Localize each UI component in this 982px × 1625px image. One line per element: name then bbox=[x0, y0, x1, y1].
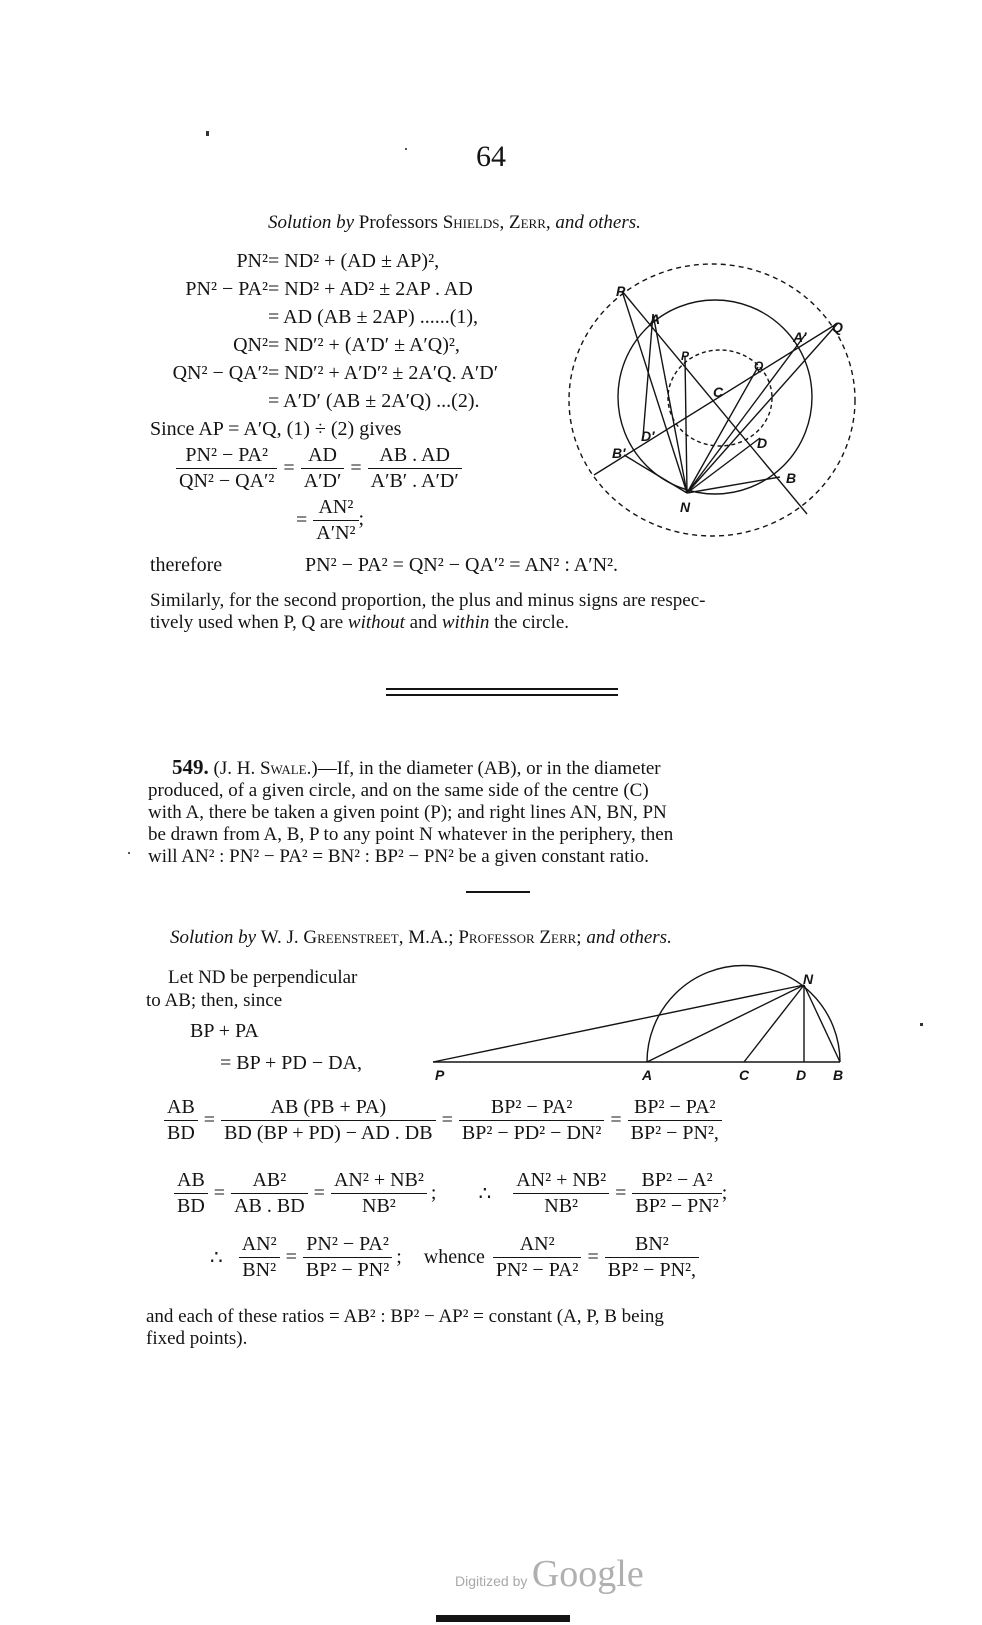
equation-rhs: = ND² + AD² ± 2AP . AD bbox=[268, 278, 473, 300]
line-b-prime-n bbox=[624, 455, 687, 493]
label-d: D bbox=[796, 1067, 807, 1083]
figure-semicircle-construction bbox=[420, 955, 850, 1085]
problem-number: 549. bbox=[172, 755, 209, 779]
label-d-prime: D′ bbox=[641, 428, 655, 444]
equation-rhs: = ND′² + (A′D′ ± A′Q)², bbox=[268, 334, 460, 356]
fraction: $\frac{\text{AN² + NB²}}{\text{NB²}}$ bbox=[331, 1169, 427, 1218]
therefore-symbol: ∴ bbox=[478, 1183, 492, 1205]
line-p-small-n bbox=[685, 356, 687, 493]
fraction: $\frac{AB (PB + PA)}{BD (BP + PD) - AD . DB}$ bbox=[221, 1096, 436, 1145]
solution1-heading bbox=[268, 212, 641, 234]
ink-speck bbox=[128, 852, 130, 854]
fraction: $\frac{\text{BN²}}{\text{BP² − PN²,}}$ bbox=[605, 1233, 699, 1282]
whence-word: whence bbox=[423, 1246, 485, 1268]
figure-circle-construction bbox=[560, 258, 860, 548]
equation-b: $\frac{AB}{BD}$ = $\frac{\text{AB²}}{AB . BD}$ = $\frac{\text{AN² + NB²}}{\text{NB²}}$ ; ∴ $\frac{\text{AN² + NB²}}{\text{NB²}}$ = $\frac{\text{BP² − A²}}{\text{BP² − PN²}}$ ; bbox=[174, 1169, 727, 1218]
solution-by-label: Solution by bbox=[170, 927, 257, 948]
solution-author-1: W. J. Greenstreet, M.A.; bbox=[260, 927, 454, 948]
fraction: $\frac{AB . AD}{A'B' . A'D'}$ bbox=[368, 444, 462, 493]
fraction: $\frac{\text{PN² − PA²}}{\text{BP² − PN²}}$ bbox=[303, 1233, 392, 1282]
line-q-n bbox=[687, 323, 838, 493]
solution-by-label: Solution by bbox=[268, 212, 355, 233]
problem-author: (J. H. Swale.) bbox=[213, 758, 318, 779]
line-d-n bbox=[687, 438, 760, 493]
therefore-equation: PN² − PA² = QN² − QA′² = AN² : A′N². bbox=[305, 554, 619, 576]
short-separator bbox=[466, 891, 530, 893]
since-line: Since AP = A′Q, (1) ÷ (2) gives bbox=[150, 418, 402, 440]
final-paragraph: and each of these ratios = AB² : BP² − AP² = constant (A, P, B being fixed points). bbox=[146, 1306, 664, 1349]
label-a: A bbox=[642, 1067, 653, 1083]
fraction: $\frac{AB}{BD}$ bbox=[164, 1096, 198, 1145]
equation-line-6 bbox=[0, 390, 479, 413]
label-d: D bbox=[757, 435, 768, 451]
line-b-n bbox=[687, 477, 780, 493]
solution-and-others: and others. bbox=[555, 212, 641, 233]
section-separator-top bbox=[386, 688, 618, 690]
equation-lhs: PN² − PA² bbox=[185, 278, 268, 300]
equation-line-4 bbox=[0, 334, 460, 357]
line-a-n bbox=[647, 985, 804, 1062]
equation-rhs: = ND² + (AD ± AP)², bbox=[268, 250, 440, 272]
equation-line-3 bbox=[0, 306, 478, 329]
label-n: N bbox=[803, 971, 814, 987]
fraction: $\frac{\text{AN²}}{\text{A′N²}}$ bbox=[313, 496, 358, 545]
equation-lhs: QN² bbox=[233, 334, 268, 356]
fraction: $\frac{AB}{BD}$ bbox=[174, 1169, 208, 1218]
fraction: $\frac{\text{AB²}}{AB . BD}$ bbox=[231, 1169, 308, 1218]
solution-authors-names: Shields, Zerr, bbox=[442, 212, 551, 233]
therefore-word: therefore bbox=[150, 554, 223, 576]
fraction: $\frac{AD}{A'D'}$ bbox=[301, 444, 345, 493]
equation-rhs: = AD (AB ± 2AP) ......(1), bbox=[268, 306, 479, 328]
line-p-n bbox=[433, 985, 804, 1062]
proportion-equation-cont: = $\frac{\text{AN²}}{\text{A′N²}}$ ; bbox=[296, 496, 365, 544]
ink-speck bbox=[405, 148, 407, 150]
label-a-prime: A′ bbox=[793, 329, 807, 345]
fraction: $\frac{\text{PN² − PA²}}{\text{QN² − QA′²}}$ bbox=[176, 444, 277, 493]
fraction: $\frac{\text{BP² − PA²}}{\text{BP² − PD² − DN²}}$ bbox=[459, 1096, 604, 1145]
fraction: $\frac{\text{AN²}}{\text{BN²}}$ bbox=[239, 1233, 280, 1282]
solution2-heading bbox=[170, 927, 672, 949]
label-c: C bbox=[739, 1067, 750, 1083]
label-b: B bbox=[833, 1067, 844, 1083]
watermark-prefix: Digitized by bbox=[455, 1573, 528, 1589]
therefore-symbol: ∴ bbox=[210, 1247, 223, 1269]
line-a-d-prime bbox=[643, 314, 653, 437]
section-separator-bottom bbox=[386, 694, 618, 696]
page-number: 64 bbox=[476, 140, 506, 173]
fraction: $\frac{\text{AN²}}{\text{PN² − PA²}}$ bbox=[493, 1233, 582, 1282]
solution-author-2: Professor Zerr; bbox=[458, 927, 582, 948]
ink-speck bbox=[920, 1023, 923, 1026]
line-c-n bbox=[744, 985, 804, 1062]
let-line-2: to AB; then, since bbox=[146, 990, 283, 1011]
bp-pa-line: BP + PA bbox=[190, 1020, 259, 1042]
similarly-paragraph: Similarly, for the second proportion, the plus and minus signs are respec- tively used when P, Q are without and within the circle. bbox=[150, 590, 706, 633]
equation-lhs: QN² − QA′² bbox=[172, 362, 268, 384]
problem-549: 549. (J. H. Swale.)—If, in the diameter (AB), or in the diameter produced, of a given circle, and on the same side of the centre (C) with A, there be taken a given point (P); and right lines AN, BN, PN be drawn from A, B, P to any point N whatever in the periphery, then will AN² : PN² − PA² = BN² : BP² − PN² be a given constant ratio. bbox=[148, 755, 674, 867]
equation-rhs: = A′D′ (AB ± 2A′Q) ...(2). bbox=[268, 390, 480, 412]
label-n: N bbox=[680, 499, 691, 515]
solution-authors-title: Professors bbox=[358, 212, 438, 233]
ink-speck bbox=[206, 131, 209, 136]
label-a: A bbox=[650, 311, 661, 327]
equation-rhs: = ND′² + A′D′² ± 2A′Q. A′D′ bbox=[268, 362, 499, 384]
equation-lhs: PN² bbox=[236, 250, 268, 272]
label-p: P bbox=[435, 1067, 445, 1083]
google-logo: Google bbox=[531, 1553, 644, 1595]
let-line-1: Let ND be perpendicular bbox=[168, 967, 358, 988]
fraction: $\frac{\text{BP² − PA²}}{\text{BP² − PN²,}}$ bbox=[628, 1096, 722, 1145]
label-c: C bbox=[713, 384, 724, 400]
equation-c: ∴ $\frac{\text{AN²}}{\text{BN²}}$ = $\frac{\text{PN² − PA²}}{\text{BP² − PN²}}$ ; whence $\frac{\text{AN²}}{\text{PN² − PA²}}$ = $\frac{\text{BN²}}{\text{BP² − PN²,}}$ bbox=[210, 1233, 699, 1282]
equation-a: $\frac{AB}{BD}$ = $\frac{AB (PB + PA)}{BD (BP + PD) - AD . DB}$ = $\frac{\text{BP² − PA²}}{\text{BP² − PD² − DN²}}$ = $\frac{\text{BP² − PA²}}{\text{BP² − PN²,}}$ bbox=[164, 1096, 722, 1145]
label-q-small: Q bbox=[754, 359, 764, 373]
label-b-prime: B′ bbox=[612, 445, 626, 461]
solution-and-others: and others. bbox=[586, 927, 672, 948]
equation-line-5 bbox=[0, 362, 498, 385]
equation-line-1 bbox=[0, 250, 439, 273]
fraction: $\frac{\text{BP² − A²}}{\text{BP² − PN²}}$ bbox=[632, 1169, 721, 1218]
label-b: B bbox=[786, 470, 797, 486]
label-p: P bbox=[616, 283, 626, 299]
proportion-equation: $\frac{\text{PN² − PA²}}{\text{QN² − QA′²}}$ = $\frac{AD}{A'D'}$ = $\frac{AB . AD}{A'B' . A'D'}$ bbox=[176, 444, 462, 493]
label-p-small: P bbox=[681, 349, 690, 363]
label-q: Q bbox=[832, 319, 843, 335]
page-bottom-bar bbox=[436, 1615, 570, 1622]
bp-pd-line: = BP + PD − DA, bbox=[220, 1052, 363, 1074]
fraction: $\frac{\text{AN² + NB²}}{\text{NB²}}$ bbox=[513, 1169, 609, 1218]
digitized-watermark bbox=[455, 1552, 644, 1596]
equation-line-2 bbox=[0, 278, 473, 301]
line-n-b bbox=[804, 985, 840, 1062]
